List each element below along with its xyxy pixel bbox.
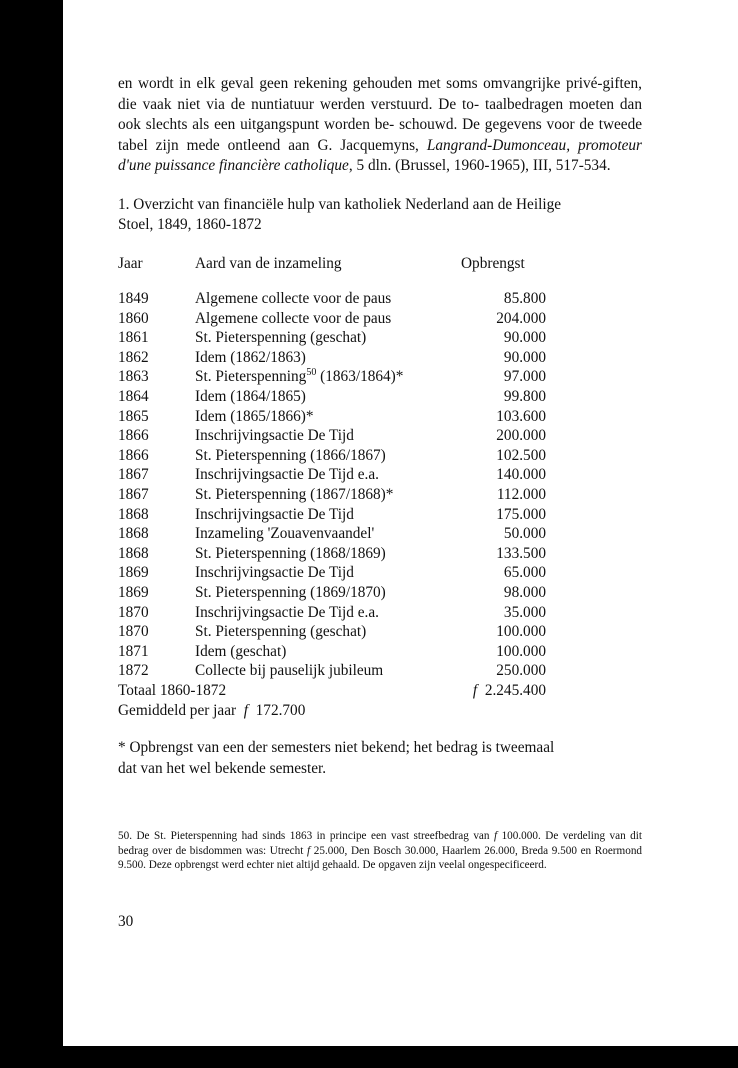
table-header-row: [118, 254, 546, 290]
intro-line: en wordt in elk geval geen rekening gehouden met soms omvangrijke: [118, 75, 561, 92]
row-description: St. Pieterspenning (geschat): [195, 329, 367, 347]
row-year: 1866: [118, 427, 149, 445]
row-description-text: St. Pieterspenning: [195, 368, 307, 386]
row-year: 1872: [118, 662, 149, 680]
row-value: 140.000: [496, 466, 546, 484]
row-year: 1870: [118, 623, 149, 641]
table-row: [118, 563, 546, 583]
row-year: 1866: [118, 446, 149, 464]
citation-rest: , 5 dln. (Brussel, 1960-1965), III, 517-534.: [348, 157, 611, 174]
row-description: Inschrijvingsactie De Tijd e.a.: [195, 603, 379, 621]
page-number: 30: [118, 912, 134, 930]
row-value: 50.000: [503, 525, 546, 543]
total-value: [453, 681, 546, 701]
footnote-text: 25.000, Den Bosch 30.000, Haarlem 26.000, Breda 9.500 en Roermond 9.500. Deze opbrengst werd echter niet altijd gehaald. De opgaven zijn veelal ongespecificeerd.: [118, 844, 643, 872]
caption-line: Stoel, 1849, 1860-1872: [118, 216, 262, 233]
row-description: St. Pieterspenning (1869/1870): [195, 584, 386, 601]
table-row: [118, 465, 546, 485]
intro-line: schouwd. De gegevens voor de tweede tabel zijn mede ontleend aan G.: [118, 116, 643, 154]
row-value: 98.000: [503, 584, 546, 601]
footnote-ref: 50: [306, 367, 317, 379]
row-value: 103.600: [496, 407, 546, 425]
row-value: 65.000: [503, 564, 546, 582]
row-value: 102.500: [496, 446, 546, 464]
table-row: [118, 348, 546, 368]
row-description-rest: (1863/1864)*: [316, 368, 404, 386]
row-description: Idem (geschat): [195, 642, 287, 660]
footnote-50: [118, 829, 642, 873]
row-year: 1868: [118, 544, 149, 562]
table-row: [118, 387, 546, 407]
row-value: 100.000: [496, 642, 546, 660]
row-description: Inschrijvingsactie De Tijd: [195, 564, 354, 582]
header-value: Opbrengst: [461, 254, 525, 272]
note-line: dat van het wel bekende semester.: [118, 759, 327, 777]
row-description: Idem (1864/1865): [195, 388, 306, 406]
row-description: Inschrijvingsactie De Tijd e.a.: [195, 466, 379, 484]
table-row: [118, 524, 546, 544]
row-description: Algemene collecte voor de paus: [195, 290, 392, 308]
row-value: 133.500: [496, 544, 546, 562]
footnote-text: 100.000. De verdeling van dit bedrag over de bisdommen was: Utrecht: [118, 830, 642, 857]
average-line: [118, 701, 546, 721]
row-value: 100.000: [496, 623, 546, 641]
row-description: Inschrijvingsactie De Tijd: [195, 427, 354, 445]
table-row: [118, 446, 546, 466]
intro-line: taalbedragen moeten dan ook slechts als een uitgangspunt worden be-: [118, 95, 642, 133]
book-title: Langrand-Dumonceau, promoteur d'une puissance financière: [118, 136, 642, 174]
table-row: [118, 661, 546, 681]
footnote-currency: f: [493, 830, 498, 843]
row-description: [195, 367, 453, 387]
table-row: [118, 544, 546, 564]
intro-paragraph: [118, 74, 642, 177]
table-row: [118, 309, 546, 329]
table-row: [118, 642, 546, 662]
header-description: Aard van de inzameling: [195, 254, 342, 272]
document-page: [118, 74, 642, 931]
row-description: Inzameling 'Zouavenvaandel': [195, 525, 375, 543]
row-value: 200.000: [496, 427, 546, 445]
average-currency: f: [243, 701, 248, 719]
row-value: 97.000: [503, 368, 546, 386]
row-year: 1862: [118, 348, 149, 366]
header-year: Jaar: [118, 254, 143, 272]
footnote-text: 50. De St. Pieterspenning had sinds 1863 in principe een vast streefbedrag van: [118, 830, 490, 843]
table-row: [118, 583, 546, 603]
scan-bottom-edge: [0, 1046, 738, 1068]
table-row: [118, 603, 546, 623]
table-total-row: [118, 681, 546, 701]
table-row: [118, 622, 546, 642]
row-value: 90.000: [503, 348, 546, 366]
row-value: 250.000: [496, 662, 546, 680]
row-description: St. Pieterspenning (1866/1867): [195, 446, 386, 464]
row-value: 204.000: [496, 309, 546, 327]
row-value: 85.800: [503, 290, 546, 308]
footnote-currency: f: [307, 844, 311, 857]
table-average-row: [118, 701, 546, 721]
row-year: 1864: [118, 388, 149, 406]
table-row: [118, 407, 546, 427]
donations-table: [118, 254, 546, 721]
table-row: [118, 367, 546, 387]
total-currency: f: [472, 681, 478, 699]
row-year: 1860: [118, 309, 149, 327]
row-year: 1870: [118, 603, 149, 621]
row-year: 1865: [118, 407, 149, 425]
total-amount: 2.245.400: [484, 681, 546, 699]
total-label: Totaal 1860-1872: [118, 681, 227, 699]
row-value: 99.800: [503, 388, 546, 406]
row-year: 1871: [118, 642, 149, 660]
table-row: [118, 328, 546, 348]
row-description: St. Pieterspenning (1867/1868)*: [195, 486, 394, 504]
row-year: 1869: [118, 564, 149, 582]
row-year: 1861: [118, 329, 149, 347]
table-row: [118, 289, 546, 309]
row-description: St. Pieterspenning (geschat): [195, 623, 367, 641]
table-row: [118, 426, 546, 446]
row-description: Idem (1862/1863): [195, 348, 306, 366]
average-label: Gemiddeld per jaar: [118, 701, 237, 719]
note-line: * Opbrengst van een der semesters niet bekend; het bedrag is tweemaal: [118, 739, 555, 757]
row-value: 35.000: [503, 603, 546, 621]
row-year: 1869: [118, 584, 149, 601]
row-description: Inschrijvingsactie De Tijd: [195, 505, 354, 523]
row-year: 1867: [118, 466, 149, 484]
scan-left-edge: [0, 0, 63, 1068]
table-note: [118, 738, 642, 779]
row-description: Algemene collecte voor de paus: [195, 309, 392, 327]
row-year: 1868: [118, 525, 149, 543]
row-year: 1863: [118, 368, 149, 386]
table-row: [118, 485, 546, 505]
row-year: 1867: [118, 486, 149, 504]
table-row: [118, 505, 546, 525]
row-description: St. Pieterspenning (1868/1869): [195, 544, 386, 562]
row-year: 1849: [118, 290, 149, 308]
row-value: 90.000: [503, 329, 546, 347]
intro-line: privé-giften, die vaak niet via de nuntiatuur werden verstuurd. De to-: [118, 75, 642, 113]
row-description: Collecte bij pauselijk jubileum: [195, 662, 384, 680]
row-year: 1868: [118, 505, 149, 523]
row-description: Idem (1865/1866)*: [195, 407, 314, 425]
average-amount: 172.700: [255, 701, 306, 719]
intro-line: Jacquemyns,: [340, 136, 427, 154]
row-value: 175.000: [496, 505, 546, 523]
table-caption: [118, 195, 642, 236]
book-title-cont: catholique: [284, 157, 349, 174]
caption-line: 1. Overzicht van financiële hulp van katholiek Nederland aan de Heilige: [118, 195, 562, 213]
row-value: 112.000: [496, 486, 546, 504]
